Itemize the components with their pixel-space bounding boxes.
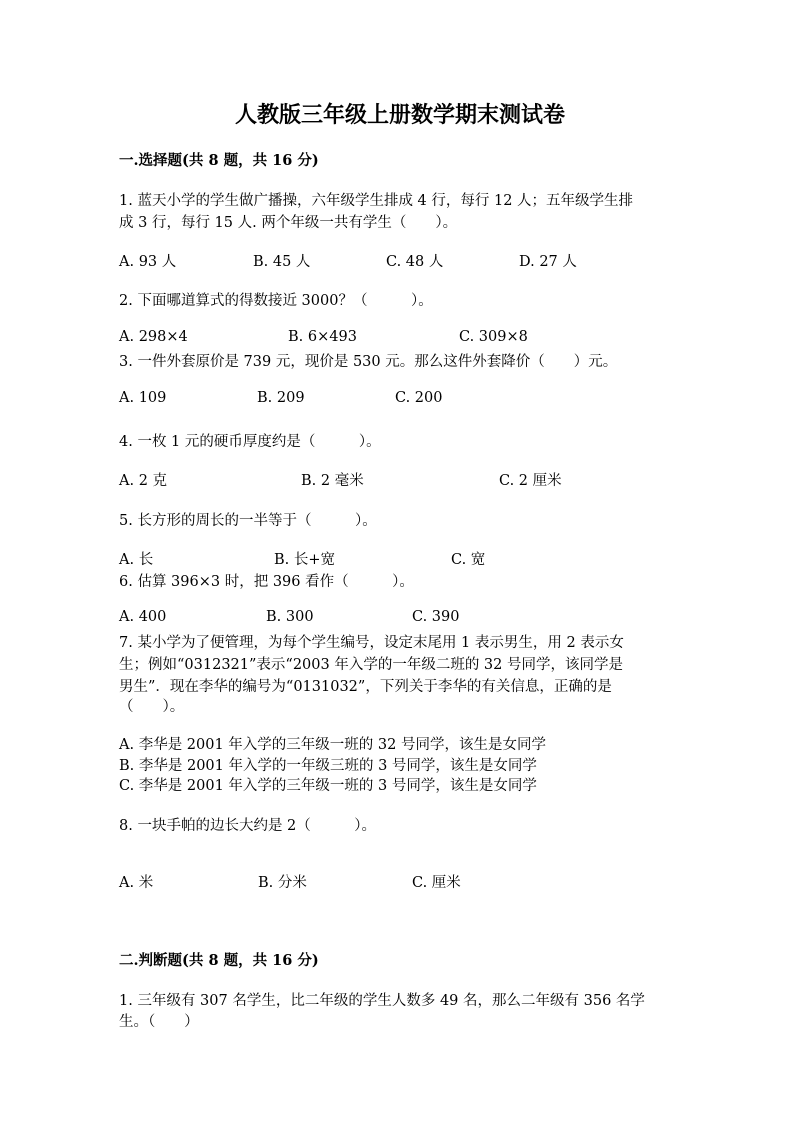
- q1-text-line-2: 成 3 行，每行 15 人. 两个年级一共有学生（ ）。: [119, 215, 458, 231]
- q8-option-c: C. 厘米: [412, 875, 461, 891]
- q6-option-a: A. 400: [119, 609, 167, 625]
- q5-option-c: C. 宽: [451, 552, 486, 568]
- section-heading-choice: 一.选择题(共 8 题，共 16 分): [119, 152, 319, 169]
- q1-text-line-1: 1. 蓝天小学的学生做广播操，六年级学生排成 4 行，每行 12 人；五年级学生排: [119, 193, 634, 209]
- q5-text: 5. 长方形的周长的一半等于（ ）。: [119, 513, 377, 529]
- q7-text-line-1: 7. 某小学为了便管理，为每个学生编号，设定末尾用 1 表示男生，用 2 表示女: [119, 635, 624, 651]
- q1-option-b: B. 45 人: [253, 254, 311, 270]
- q8-text: 8. 一块手帕的边长大约是 2（ ）。: [119, 818, 377, 834]
- q2-text: 2. 下面哪道算式的得数接近 3000？（ ）。: [119, 293, 433, 309]
- q3-option-b: B. 209: [257, 390, 305, 406]
- q1-option-c: C. 48 人: [386, 254, 444, 270]
- q7-text-line-2: 生；例如“0312321”表示“2003 年入学的一年级二班的 32 号同学，该同学是: [119, 657, 623, 673]
- q3-option-a: A. 109: [119, 390, 167, 406]
- q1-option-a: A. 93 人: [119, 254, 177, 270]
- q7-option-a: A. 李华是 2001 年入学的三年级一班的 32 号同学，该生是女同学: [119, 737, 546, 753]
- q2-option-a: A. 298×4: [119, 329, 188, 345]
- q6-option-c: C. 390: [412, 609, 460, 625]
- q4-option-c: C. 2 厘米: [499, 473, 562, 489]
- q1-option-d: D. 27 人: [519, 254, 577, 270]
- q7-option-b: B. 李华是 2001 年入学的一年级三班的 3 号同学，该生是女同学: [119, 758, 537, 774]
- q6-text: 6. 估算 396×3 时，把 396 看作（ ）。: [119, 574, 414, 590]
- q2-option-c: C. 309×8: [459, 329, 528, 345]
- q4-text: 4. 一枚 1 元的硬币厚度约是（ ）。: [119, 434, 381, 450]
- q5-option-b: B. 长+宽: [274, 552, 336, 568]
- section-heading-true-false: 二.判断题(共 8 题，共 16 分): [119, 952, 319, 969]
- q4-option-b: B. 2 毫米: [301, 473, 364, 489]
- q8-option-b: B. 分米: [258, 875, 307, 891]
- q3-text: 3. 一件外套原价是 739 元，现价是 530 元。那么这件外套降价（ ）元。: [119, 354, 618, 370]
- q2-option-b: B. 6×493: [288, 329, 357, 345]
- q7-text-line-4: （ ）。: [119, 699, 185, 715]
- tf1-text-line-2: 生。（ ）: [119, 1014, 199, 1030]
- q7-text-line-3: 男生”．现在李华的编号为“0131032”，下列关于李华的有关信息，正确的是: [119, 679, 612, 695]
- q8-option-a: A. 米: [119, 875, 154, 891]
- q4-option-a: A. 2 克: [119, 473, 168, 489]
- q5-option-a: A. 长: [119, 552, 154, 568]
- q6-option-b: B. 300: [266, 609, 314, 625]
- exam-title: 人教版三年级上册数学期末测试卷: [234, 102, 565, 128]
- q3-option-c: C. 200: [395, 390, 443, 406]
- tf1-text-line-1: 1. 三年级有 307 名学生，比二年级的学生人数多 49 名，那么二年级有 356 名学: [119, 993, 645, 1009]
- q7-option-c: C. 李华是 2001 年入学的三年级一班的 3 号同学，该生是女同学: [119, 778, 537, 794]
